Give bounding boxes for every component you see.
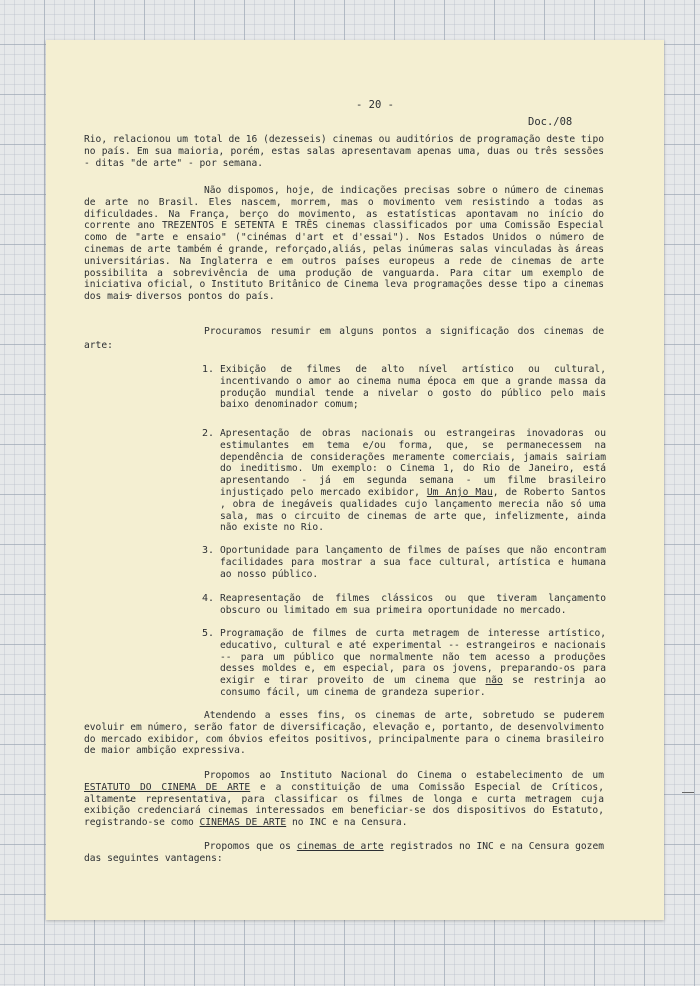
list-number: 2.	[202, 428, 215, 439]
paragraph-aims: Atendendo a esses fins, os cinemas de arte, sobretudo se puderem evoluir em número, serão fator de diversificação, elevação e, portanto, de desenvolvimento do mercado exibidor, com óbvios efeitos positivos, principalmente para o cinema brasileiro de maior ambição expressiva.	[84, 710, 604, 757]
list-number: 3.	[202, 545, 215, 556]
paragraph-cinemas-count: Não dispomos, hoje, de indicações precisas sobre o número de cinemas de arte no Brasil. Eles nascem, morrem, mas o movimento vem resistindo a todas as dificuldades. Na França, berço do movimento, as estatísticas apontavam no início do corrente ano TREZENTOS E SETENTA E TRÊS cinemas classificados por uma Comissão Especial como de "arte e ensaio" ("cinémas d'art et d'essai"). Nos Estados Unidos o número de cinemas de arte também é grande, reforçado,aliás, pelas inúmeras salas vinculadas às áreas universitárias. Na Inglaterra e em outros países europeus a rede de cinemas de arte possibilita a sobrevivência de uma produção de vanguarda. Para citar um exemplo de iniciativa oficial, o Instituto Britânico de Cinema leva programações desse tipo a cinemas dos mais diversos pontos do país.	[84, 185, 604, 303]
statute-name: ESTATUTO DO CINEMA DE ARTE	[84, 781, 251, 793]
paragraph-proposal-advantages: Propomos que os cinemas de arte registrados no INC e na Censura gozem das seguintes vantagens:	[84, 841, 604, 864]
list-number: 1.	[202, 364, 215, 375]
paragraph-summary-intro: Procuramos resumir em alguns pontos a significação dos cinemas de arte:	[84, 326, 604, 351]
list-item: Exibição de filmes de alto nível artístico ou cultural, incentivando o amor ao cinema numa época em que a grande massa da produção mundial tende a nivelar o gosto do público pelo mais baixo denominador comum;	[220, 364, 606, 411]
film-title: Um Anjo Mau	[426, 486, 493, 498]
paragraph-intro: Rio, relacionou um total de 16 (dezesseis) cinemas ou auditórios de programação deste tipo no país. Em sua maioria, porém, estas salas apresentavam apenas uma, duas ou três sessões - ditas "de arte" - por semana.	[84, 134, 604, 169]
emphasis-nao: não	[485, 675, 503, 687]
highlight-number: TREZENTOS E SETENTA E TRÊS	[162, 220, 318, 232]
list-item: Oportunidade para lançamento de filmes de países que não encontram facilidades para mostrar a sua face cultural, artística e humana ao nosso público.	[220, 545, 606, 580]
list-item: Apresentação de obras nacionais ou estrangeiras inovadoras ou estimulantes em tema e/ou forma, que, se permanecessem na dependência de considerações meramente comerciais, jamais sairiam do ineditismo. Um exemplo: o Cinema 1, do Rio de Janeiro, está apresentando - já em segunda semana - um filme brasileiro injustiçado pelo mercado exibidor, Um Anjo Mau, de Roberto Santos , obra de inegáveis qualidades cujo lançamento merecia não só uma sala, mas o circuito de cinemas de arte que, infelizmente, ainda não existe no Rio.	[220, 428, 606, 534]
page-number: - 20 -	[356, 99, 394, 111]
margin-mark	[682, 792, 694, 793]
list-number: 5.	[202, 628, 215, 639]
list-number: 4.	[202, 593, 215, 604]
list-item: Reapresentação de filmes clássicos ou que tiveram lançamento obscuro ou limitado em sua primeira oportunidade no mercado.	[220, 593, 606, 616]
registration-category: CINEMAS DE ARTE	[199, 817, 287, 829]
document-reference: Doc./08	[528, 116, 573, 128]
cinemas-de-arte-term: cinemas de arte	[296, 841, 384, 852]
list-item: Programação de filmes de curta metragem de interesse artístico, educativo, cultural e até experimental -- estrangeiros e nacionais -- para um público que normalmente não tem acesso a produções desses moldes e, em especial, para os jovens, preparando-os para exigir e tirar proveito de um cinema que não se restrinja ao consumo fácil, um cinema de grandeza superior.	[220, 628, 606, 698]
paragraph-proposal-statute: Propomos ao Instituto Nacional do Cinema o estabelecimento de um ESTATUTO DO CINEMA DE ARTE e a constituição de uma Comissão Especial de Críticos, altamente representativa, para classificar os filmes de longa e curta metragem cuja exibição credenciará cinemas interessados em beneficiar-se dos dispositivos do Estatuto, registrando-se como CINEMAS DE ARTE no INC e na Censura.	[84, 770, 604, 829]
